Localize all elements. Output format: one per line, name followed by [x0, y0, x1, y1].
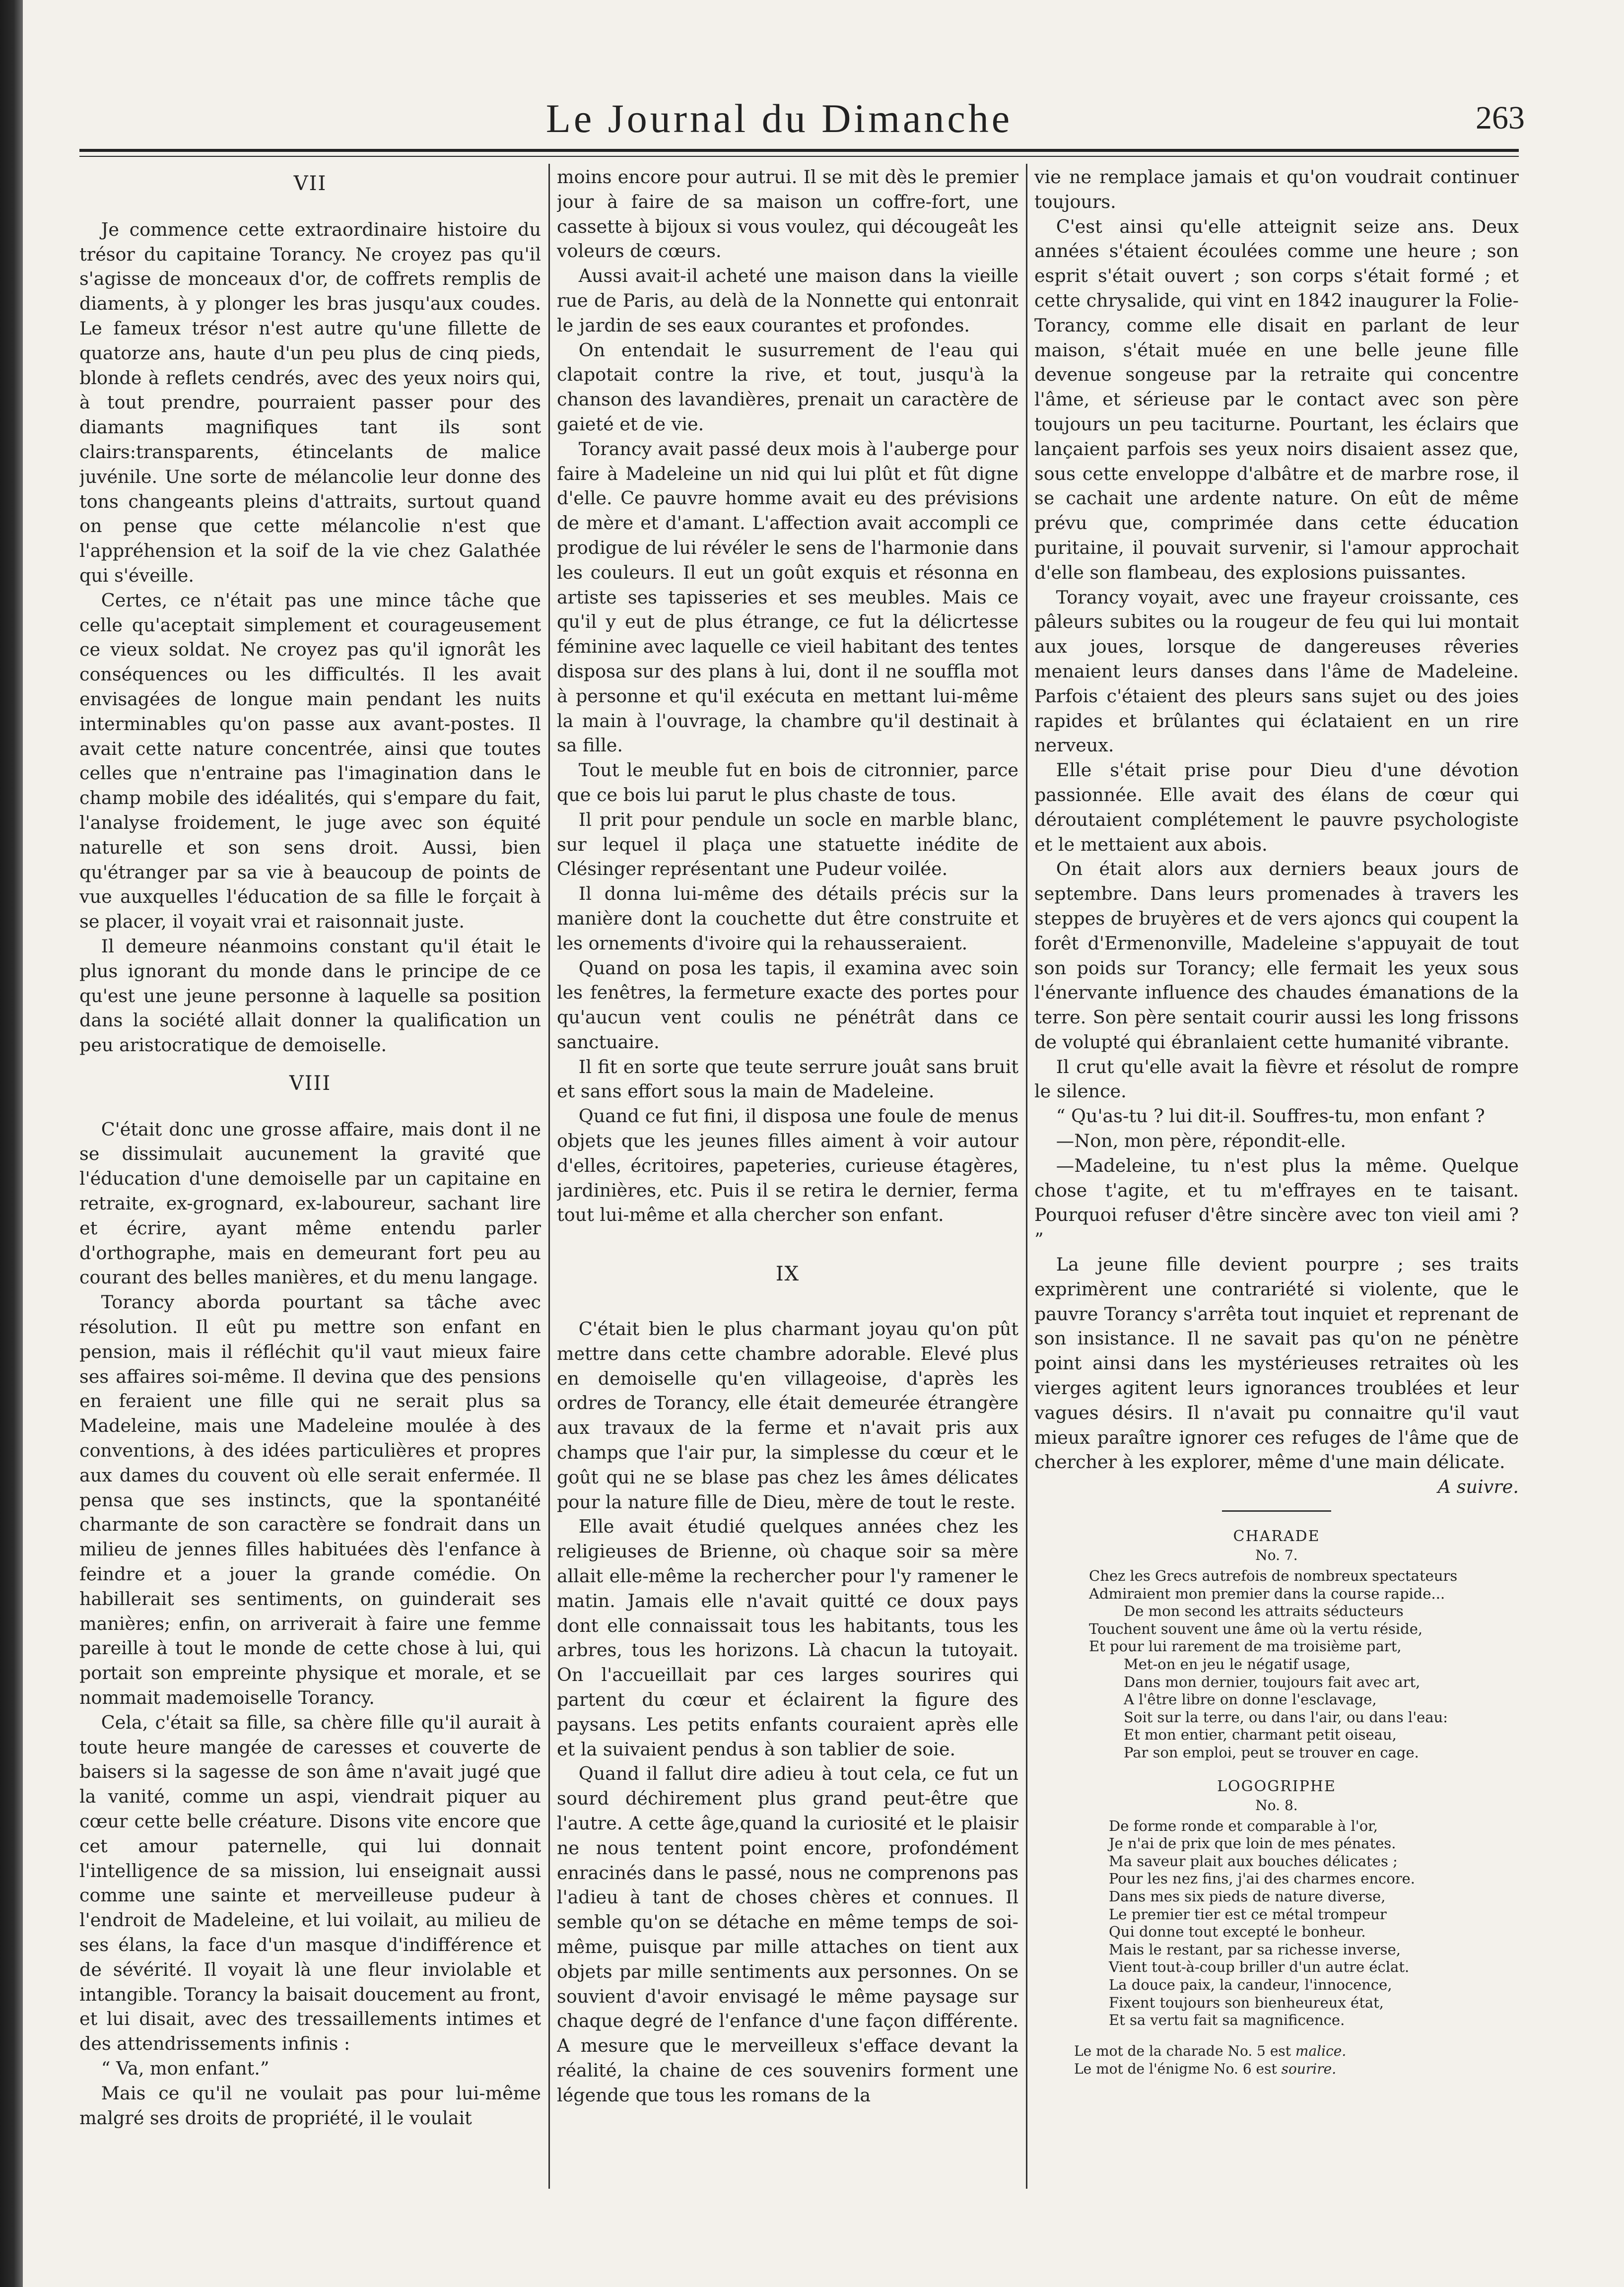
paragraph: C'est ainsi qu'elle atteignit seize ans. Deux années s'étaient écoulées comme une heure ; son esprit s'était ouvert ; son corps s'était formé ; et cette chrysalide, qui vint en 1842 inaugurer la Folie-Torancy, comme elle disait en parlant de leur maison, s'était muée en une belle jeune fille devenue songeuse par la retraite qui concentre l'âme, et sérieuse par le contact avec son père toujours un peu taciturne. Pourtant, les éclairs que lançaient parfois ses yeux noirs disaient assez que, sous cette enveloppe d'albâtre et de marbre rose, il se cachait une ardente nature. On eût de même prévu que, comprimée dans cette éducation puritaine, il pouvait survenir, si l'amour approchait d'elle son flambeau, des explosions puissantes. — [1034, 215, 1519, 583]
verse-line: De forme ronde et comparable à l'or, — [1109, 1817, 1378, 1834]
column-divider — [1026, 164, 1027, 2189]
paragraph: moins encore pour autrui. Il se mit dès le premier jour à faire de sa maison un coffre-fort, une cassette à bijoux si vous voulez, qui décougeât les voleurs de cœurs. — [557, 166, 1018, 262]
binding-edge — [0, 0, 23, 2287]
verse-line: Admiraient mon premier dans la course rapide... — [1089, 1585, 1445, 1602]
paragraph: Il prit pour pendule un socle en marble blanc, sur lequel il plaça une statuette inédite de Clésinger représentant une Pudeur voilée. — [557, 808, 1018, 880]
paragraph: Aussi avait-il acheté une maison dans la vieille rue de Paris, au delà de la Nonnette qui entonrait le jardin de ses eaux courantes et profondes. — [557, 265, 1018, 336]
paragraph: On entendait le susurrement de l'eau qui clapotait contre la rive, et tout, jusqu'à la chanson des lavandières, prenait un caractère de gaieté et de vie. — [557, 339, 1018, 435]
verse-line: De mon second les attraits séducteurs — [1124, 1603, 1404, 1620]
paragraph: On était alors aux derniers beaux jours de septembre. Dans leurs promenades à travers les steppes de bruyères et de vers ajoncs qui coupent la forêt d'Ermenonville, Madeleine s'appuyait de tout son poids sur Torancy; elle fermait les yeux sous l'énervante influence des chaudes émanations de la terre. Son père sentait courir aussi les long frissons de volupté qui ébranlaient cette humanité vibrante. — [1034, 858, 1519, 1053]
column-1 — [79, 165, 541, 2195]
paragraph: Tout le meuble fut en bois de citronnier, parce que ce bois lui parut le plus chaste de tous. — [557, 759, 1018, 806]
verse-line: Fixent toujours son bienheureux état, — [1109, 1994, 1384, 2011]
header-rule-thick — [79, 149, 1519, 152]
enigme-answer — [1074, 2060, 1519, 2078]
verse-line: Et mon entier, charmant petit oiseau, — [1124, 1726, 1397, 1744]
puzzle-answers — [1034, 2042, 1519, 2078]
dialogue-line: —Madeleine, tu n'est plus la même. Quelque chose t'agite, et tu m'effrayes en te taisant. Pourquoi refuser d'être sincère avec ton vieil ami ? ” — [1034, 1154, 1519, 1251]
verse-line: Dans mon dernier, toujours fait avec art, — [1124, 1673, 1421, 1690]
section-heading-viii: VIII — [289, 1072, 332, 1095]
paragraph: Il demeure néanmoins constant qu'il était le plus ignorant du monde dans le principe de ce qu'est une jeune personne à laquelle sa position dans la société allait donner la qualification un peu aristocratique de demoiselle. — [79, 935, 541, 1056]
charade-verse — [1034, 1567, 1519, 1762]
logogriphe-title: LOGOGRIPHE — [1217, 1777, 1336, 1795]
verse-line: Touchent souvent une âme où la vertu réside, — [1089, 1620, 1423, 1637]
verse-line: La douce paix, la candeur, l'innocence, — [1109, 1976, 1392, 1993]
answer-prefix: Le mot de la charade No. 5 est — [1074, 2042, 1295, 2059]
verse-line: Et pour lui rarement de ma troisième part, — [1089, 1638, 1402, 1655]
verse-line: Je n'ai de prix que loin de mes pénates. — [1109, 1835, 1396, 1852]
paragraph: Cela, c'était sa fille, sa chère fille qu'il aurait à toute heure mangée de caresses et couverte de baisers si la sagesse de son âme n'avait jugé que la vanité, comme un aspi, viendrait piquer au cœur cette belle créature. Disons vite encore que cet amour paternelle, qui lui donnait l'intelligence de sa mission, lui enseignait aussi comme une sainte et merveilleuse pudeur à l'endroit de Madeleine, et lui voilait, au milieu de ses élans, la face d'un masque d'indifférence et de sévérité. Il voyait là une fleur inviolable et intangible. Torancy la baisait doucement au front, et lui disait, avec des tressaillements intimes et des attendrissements infinis : — [79, 1711, 541, 2055]
verse-line: Chez les Grecs autrefois de nombreux spectateurs — [1089, 1567, 1458, 1585]
paragraph: Quand ce fut fini, il disposa une foule de menus objets que les jeunes filles aiment à voir autour d'elles, écritoires, papeteries, curieuse étagères, jardinières, etc. Puis il se retira le dernier, ferma tout lui-même et alla chercher son enfant. — [557, 1105, 1018, 1226]
paragraph: vie ne remplace jamais et qu'on voudrait continuer toujours. — [1034, 166, 1519, 212]
charade-title: CHARADE — [1233, 1528, 1320, 1546]
verse-line: Pour les nez fins, j'ai des charmes encore. — [1109, 1870, 1415, 1887]
section-heading-ix: IX — [775, 1263, 800, 1286]
paragraph: Torancy aborda pourtant sa tâche avec résolution. Il eût pu mettre son enfant en pension, mais il réfléchit qu'il vaut mieux faire ses affaires soi-même. Il devina que des pensions en feraient une fille qui ne serait plus sa Madeleine, mais une Madeleine moulée à des conventions, à des idées particulières et propres aux dames du couvent où elle serait enfermée. Il pensa que ses instincts, que la spontanéité charmante de son caractère se fondrait dans un milieu de jennes filles habituées dès l'enfance à feindre et a jouer la grande comédie. On habillerait ses sentiments, on guinderait ses manières; enfin, on arriverait à faire une femme pareille à tout le monde de cette chose à lui, qui portait son empreinte physique et morale, et se nommait mademoiselle Torancy. — [79, 1291, 541, 1709]
verse-line: A l'être libre on donne l'esclavage, — [1124, 1691, 1377, 1708]
verse-line: Soit sur la terre, ou dans l'air, ou dans l'eau: — [1124, 1708, 1448, 1726]
logogriphe-verse — [1034, 1817, 1519, 2029]
charade-answer — [1074, 2042, 1519, 2060]
paragraph: “ Va, mon enfant.” — [101, 2057, 270, 2079]
verse-line: Et sa vertu fait sa magnificence. — [1109, 2012, 1345, 2029]
page-number: 263 — [1476, 100, 1525, 136]
dialogue-line: “ Qu'as-tu ? lui dit-il. Souffres-tu, mon enfant ? — [1056, 1105, 1485, 1127]
verse-line: Par son emploi, peut se trouver en cage. — [1124, 1744, 1419, 1761]
paragraph: Quand on posa les tapis, il examina avec soin les fenêtres, la fermeture exacte des portes pour qu'aucun vent coulis ne pénétrât dans ce sanctuaire. — [557, 957, 1018, 1053]
paragraph: Il crut qu'elle avait la fièvre et résolut de rompre le silence. — [1034, 1056, 1519, 1102]
section-rule — [1222, 1510, 1331, 1512]
charade-number: No. 7. — [1255, 1547, 1298, 1564]
paragraph: Il fit en sorte que teute serrure jouât sans bruit et sans effort sous la main de Madeleine. — [557, 1056, 1018, 1102]
paragraph: Torancy voyait, avec une frayeur croissante, ces pâleurs subites ou la rougeur de feu qui lui montait aux joues, lorsque de dangereuses rêveries menaient leurs danses dans l'âme de Madeleine. Parfois c'étaient des pleurs sans sujet ou des joies rapides et brûlantes qui éclataient en un rire nerveux. — [1034, 586, 1519, 756]
verse-line: Ma saveur plait aux bouches délicates ; — [1109, 1852, 1398, 1870]
section-heading-vii: VII — [293, 172, 327, 195]
paragraph: Torancy avait passé deux mois à l'auberge pour faire à Madeleine un nid qui lui plût et fût digne d'elle. Ce pauvre homme avait eu des prévisions de mère et d'amant. L'affection avait accompli ce prodigue de lui révéler le sens de l'harmonie dans les couleurs. Il eut un goût exquis et résonna en artiste ses tapisseries et ses meubles. Mais ce qu'il y eut de plus étrange, ce fut la délicrtesse féminine avec laquelle ce vieil habitant des tentes disposa sur des plans à lui, dont il ne souffla mot à personne et qu'il exécuta en mettant lui-même la main à l'ouvrage, la chambre qu'il destinait à sa fille. — [557, 438, 1018, 756]
verse-line: Dans mes six pieds de nature diverse, — [1109, 1887, 1386, 1905]
verse-line: Vient tout-à-coup briller d'un autre éclat. — [1109, 1958, 1410, 1976]
paragraph: Il donna lui-même des détails précis sur la manière dont la couchette dut être construite et les ornements d'ivoire qui la rehausseraient. — [557, 883, 1018, 954]
verse-line: Qui donne tout excepté le bonheur. — [1109, 1923, 1366, 1941]
header-rule-thin — [79, 156, 1519, 157]
paragraph: Quand il fallut dire adieu à tout cela, ce fut un sourd déchirement plus grand peut-être que l'autre. A cette âge,quand la curiosité et le plaisir ne nous tentent point encore, profondément enracinés dans le passé, nous ne comprenons pas l'adieu à tant de choses chères et connues. Il semble qu'on se détache en même temps de soi-même, puisque par mille attaches on tient aux objets par mille sentiments aux personnes. On se souvient d'avoir envisagé le même paysage sur chaque degré de l'enfance d'une façon différente. A mesure que le merveilleux s'efface devant la réalité, la chaine de ces souvenirs forment une légende que tous les romans de la — [557, 1763, 1018, 2106]
paragraph: Elle avait étudié quelques années chez les religieuses de Brienne, où chaque soir sa mère allait elle-même la rechercher pour l'y ramener le matin. Jamais elle n'avait quitté ce doux pays dont elle connaissait tous les habitants, tous les arbres, tous les horizons. Là chacun la tutoyait. On l'accueillait par ces larges sourires qui partent du cœur et éclairent la figure des paysans. Les petits enfants couraient après elle et la suivaient pendus à son tablier de soie. — [557, 1516, 1018, 1760]
answer-prefix: Le mot de l'énigme No. 6 est — [1074, 2060, 1282, 2077]
paragraph: C'était donc une grosse affaire, mais dont il ne se dissimulait aucunement la gravité que l'éducation d'une demoiselle par un capitaine en retraite, ex-grognard, ex-laboureur, sachant lire et écrire, ayant même entendu parler d'orthographe, mais en demeurant fort peu au courant des belles manières, et du menu langage. — [79, 1118, 541, 1288]
logogriphe-number: No. 8. — [1255, 1797, 1298, 1814]
column-divider — [548, 164, 550, 2189]
answer-word: sourire. — [1281, 2060, 1337, 2077]
column-2 — [557, 165, 1018, 2195]
paragraph: Je commence cette extraordinaire histoire du trésor du capitaine Torancy. Ne croyez pas qu'il s'agisse de monceaux d'or, de coffrets remplis de diaments, à y plonger les bras jusqu'aux coudes. Le fameux trésor n'est autre qu'une fillette de quatorze ans, haute d'un peu plus de cinq pieds, blonde à reflets cendrés, avec des yeux noirs qui, à tout prendre, pourraient passer pour des diamants magnifiques tant ils sont clairs:transparents, étincelants de malice juvénile. Une sorte de mélancolie leur donne des tons changeants pleins d'attraits, surtout quand on pense que cette mélancolie n'est que l'appréhension et la soif de la vie chez Galathée qui s'éveille. — [79, 218, 541, 586]
verse-line: Met-on en jeu le négatif usage, — [1124, 1656, 1351, 1673]
column-3 — [1034, 165, 1519, 2195]
paragraph: Certes, ce n'était pas une mince tâche que celle qu'aceptait simplement et courageusement ce vieux soldat. Ne croyez pas qu'il ignorât les conséquences ou les difficultés. Il les avait envisagées de longue main pendant les nuits interminables qu'on passe aux avant-postes. Il avait cette nature concentrée, ainsi que toutes celles que n'entraine pas l'imagination dans le champ mobile des idéalités, qui s'empare du fait, l'analyse froidement, le juge avec son équité naturelle et son sens droit. Aussi, bien qu'étranger par sa vie à beaucoup de points de vue auxquelles l'éducation de sa fille le forçait à se placer, il voyait vrai et raisonnait juste. — [79, 589, 541, 933]
to-be-continued: A suivre. — [1437, 1476, 1519, 1498]
paragraph: Elle s'était prise pour Dieu d'une dévotion passionnée. Elle avait des élans de cœur qui déroutaient complétement le pauvre psychologiste et le mettaient aux abois. — [1034, 759, 1519, 855]
paragraph-text: La jeune fille devient pourpre ; ses traits exprimèrent une contrariété si violente, que le pauvre Torancy s'arrêta tout inquiet et reprenant de son insistance. Il ne savait pas qu'on ne pénètre point ainsi dans les mystérieuses retraites où les vierges agitent leurs ignorances troublées et leur vagues désirs. Il n'avait pu connaitre qu'il vaut mieux paraître ignorer ces refuges de l'âme que de chercher à les explorer, même d'une main délicate. — [1034, 1254, 1519, 1473]
verse-line: Le premier tier est ce métal trompeur — [1109, 1905, 1387, 1923]
paragraph — [1034, 1252, 1519, 1498]
paragraph: C'était bien le plus charmant joyau qu'on pût mettre dans cette chambre adorable. Elevé plus en demoiselle qu'en villageoise, d'après les ordres de Torancy, elle était demeurée étrangère aux travaux de la ferme et n'avait pris aux champs que l'air pur, la simplesse du cœur et le goût qui ne se blase pas chez les âmes délicates pour la nature fille de Dieu, mère de tout le reste. — [557, 1318, 1018, 1513]
paragraph: Mais ce qu'il ne voulait pas pour lui-même malgré ses droits de propriété, il le voulait — [79, 2082, 541, 2129]
answer-word: malice. — [1295, 2042, 1347, 2059]
verse-line: Mais le restant, par sa richesse inverse, — [1109, 1941, 1401, 1958]
dialogue-line: —Non, mon père, répondit-elle. — [1056, 1130, 1346, 1152]
masthead-title: Le Journal du Dimanche — [545, 96, 1013, 141]
